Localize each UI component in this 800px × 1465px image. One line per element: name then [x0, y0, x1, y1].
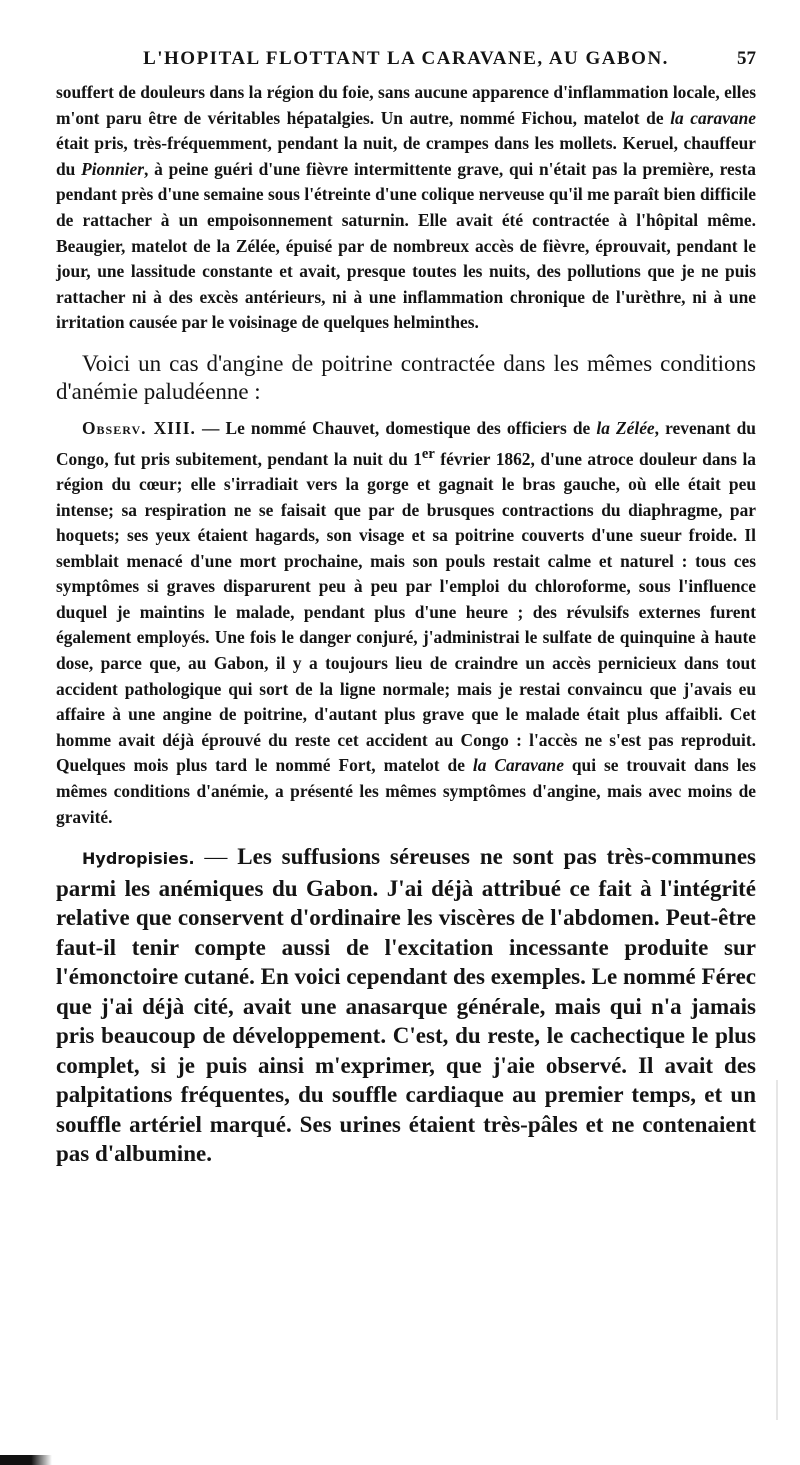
text-segment: qui se trouvait dans les mêmes conditions d'anémie, a présenté les mêmes symptômes d'angine, mais avec moins de gravité.: [56, 755, 757, 827]
document-page: [56, 44, 756, 1169]
section-heading-hydropisies: Hydropisies.: [82, 849, 195, 869]
text-segment: Les suffusions séreuses ne sont pas très-communes parmi les anémiques du Gabon. J'ai déjà attribué ce fait à l'intégrité relative que conservent d'ordinaire les viscères de l'abdomen. Peut-être faut-il tenir compte aussi de l'excitation incessante produite sur l'émonctoire cutané. En voici cependant des exemples. Le nommé Férec que j'ai déjà cité, avait une anasarque générale, mais qui n'a jamais pris beaucoup de développement. C'est, du reste, le cachectique le plus complet, si je puis ainsi m'exprimer, que j'aie observé. Il avait des palpitations fréquentes, du souffle cardiaque au premier temps, et un souffle artériel marqué. Ses urines étaient très-pâles et ne contenaient pas d'albumine.: [56, 844, 756, 1167]
ordinal-superscript: er: [421, 445, 435, 462]
ship-name-italic: Pionnier: [81, 158, 144, 179]
text-segment: était pris, très-fréquemment, pendant la nuit, de crampes dans les mollets. Keruel, chauffeur du: [56, 133, 756, 179]
scan-corner-mark: [0, 1455, 52, 1465]
ship-name-italic: la caravane: [670, 107, 756, 128]
heading-dash: —: [194, 844, 238, 870]
ship-name-italic: la Caravane: [472, 755, 564, 776]
text-segment: février 1862, d'une atroce douleur dans la région du cœur; elle s'irradiait vers la gorge et gagnait le bras gauche, où elle était peu intense; sa respiration ne se faisait que par de brusques contractions du diaphragme, par hoquets; ses yeux étaient hagards, son visage et sa poitrine couverts d'une sueur froide. Il semblait menacé d'une mort prochaine, mais son pouls restait calme et naturel : tous ces symptômes si graves disparurent peu à peu par l'emploi du chloroforme, sous l'influence duquel je maintins le malade, pendant plus d'une heure ; des révulsifs externes furent également employés. Une fois le danger conjuré, j'administrai le sulfate de quinquine à haute dose, parce que, au Gabon, il y a toujours lieu de craindre un accès pernicieux dans tout accident pathologique qui sort de la ligne normale; mais je restai convaincu que j'avais eu affaire à une angine de poitrine, d'autant plus grave que le malade était plus affaibli. Cet homme avait déjà éprouvé du reste cet accident au Congo : l'accès ne s'est pas reproduit. Quelques mois plus tard le nommé Fort, matelot de: [56, 448, 756, 776]
paragraph-hepatalgies: [56, 80, 756, 336]
ship-name-italic: la Zélée: [596, 417, 655, 438]
page-number: 57: [737, 48, 756, 69]
observation-label: Observ. XIII.: [82, 417, 196, 438]
text-segment: souffert de douleurs dans la région du foie, sans aucune apparence d'inflammation locale, elles m'ont paru être de véritables hépatalgies. Un autre, nommé Fichou, matelot de: [56, 82, 756, 128]
page-edge-shadow: [776, 1080, 778, 1420]
paragraph-intro-angine: Voici un cas d'angine de poitrine contractée dans les mêmes conditions d'anémie paludéenne :: [56, 350, 756, 404]
running-title: L'HOPITAL FLOTTANT LA CARAVANE, AU GABON.: [143, 48, 669, 69]
observation-xiii: [56, 416, 756, 830]
paragraph-hydropisies: [56, 842, 756, 1169]
text-segment: — Le nommé Chauvet, domestique des officiers de: [195, 417, 597, 438]
text-segment: , revenant du Congo, fut pris subitement, pendant la nuit du 1: [56, 417, 756, 469]
text-segment: , à peine guéri d'une fièvre intermittente grave, qui n'était pas la première, resta pendant près d'une semaine sous l'étreinte d'une colique nerveuse qu'il me paraît bien difficile de rattacher à un empoisonnement saturnin. Elle avait été contractée à l'hôpital même. Beaugier, matelot de la Zélée, épuisé par de nombreux accès de fièvre, éprouvait, pendant le jour, une lassitude constante et avait, presque toutes les nuits, des pollutions que je ne puis rattacher ni à des excès antérieurs, ni à une inflammation chronique de l'urèthre, ni à une irritation causée par le voisinage de quelques helminthes.: [56, 158, 756, 333]
page-header: [56, 44, 756, 80]
